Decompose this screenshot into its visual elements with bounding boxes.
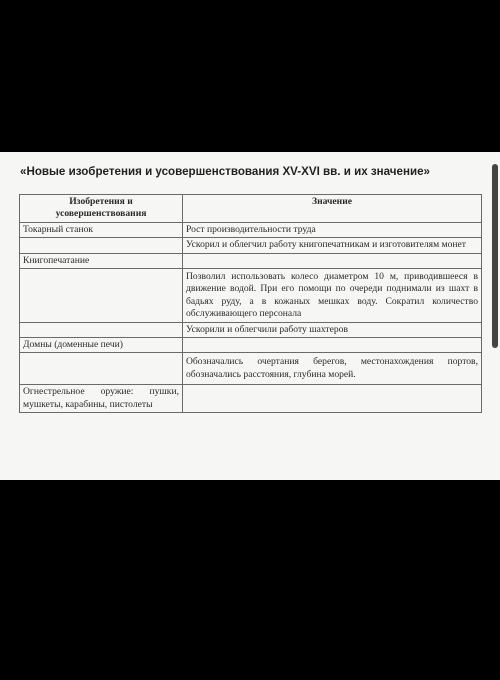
table-row: [20, 253, 482, 268]
table-header-row: [20, 195, 482, 223]
invention-cell: Книгопечатание: [20, 253, 183, 268]
header-meaning: Значение: [183, 195, 482, 223]
table-row: [20, 269, 482, 323]
header-inventions: Изобретения и усовершенствования: [20, 195, 183, 223]
invention-cell: Огнестрельное оружие: пушки, мушкеты, карабины, пистолеты: [20, 385, 183, 413]
meaning-cell: Рост производительности труда: [183, 222, 482, 237]
meaning-cell: Позволил использовать колесо диаметром 10 м, приводившееся в движение водой. При его помощи по очереди поднимали из шахт в бадьях руду, а в кожаных мешках воду. Сократил количество обслуживающего персонала: [183, 269, 482, 323]
invention-cell: [20, 269, 183, 323]
document-page: [0, 152, 500, 480]
meaning-cell: [183, 338, 482, 353]
invention-cell: Токарный станок: [20, 222, 183, 237]
meaning-cell: [183, 385, 482, 413]
meaning-cell: Обозначались очертания берегов, местонахождения портов, обозначались расстояния, глубина морей.: [183, 353, 482, 385]
table-row: [20, 338, 482, 353]
table-row: [20, 353, 482, 385]
invention-cell: [20, 322, 183, 337]
table-row: [20, 222, 482, 237]
invention-cell: Домны (доменные печи): [20, 338, 183, 353]
meaning-cell: [183, 253, 482, 268]
table-row: [20, 238, 482, 253]
scroll-indicator[interactable]: [492, 164, 498, 348]
meaning-cell: Ускорил и облегчил работу книгопечатникам и изготовителям монет: [183, 238, 482, 253]
meaning-cell: Ускорили и облегчили работу шахтеров: [183, 322, 482, 337]
table-row: [20, 322, 482, 337]
invention-cell: [20, 238, 183, 253]
inventions-table: [19, 194, 482, 413]
invention-cell: [20, 353, 183, 385]
document-title: «Новые изобретения и усовершенствования XV-XVI вв. и их значение»: [20, 165, 431, 178]
table-row: [20, 385, 482, 413]
